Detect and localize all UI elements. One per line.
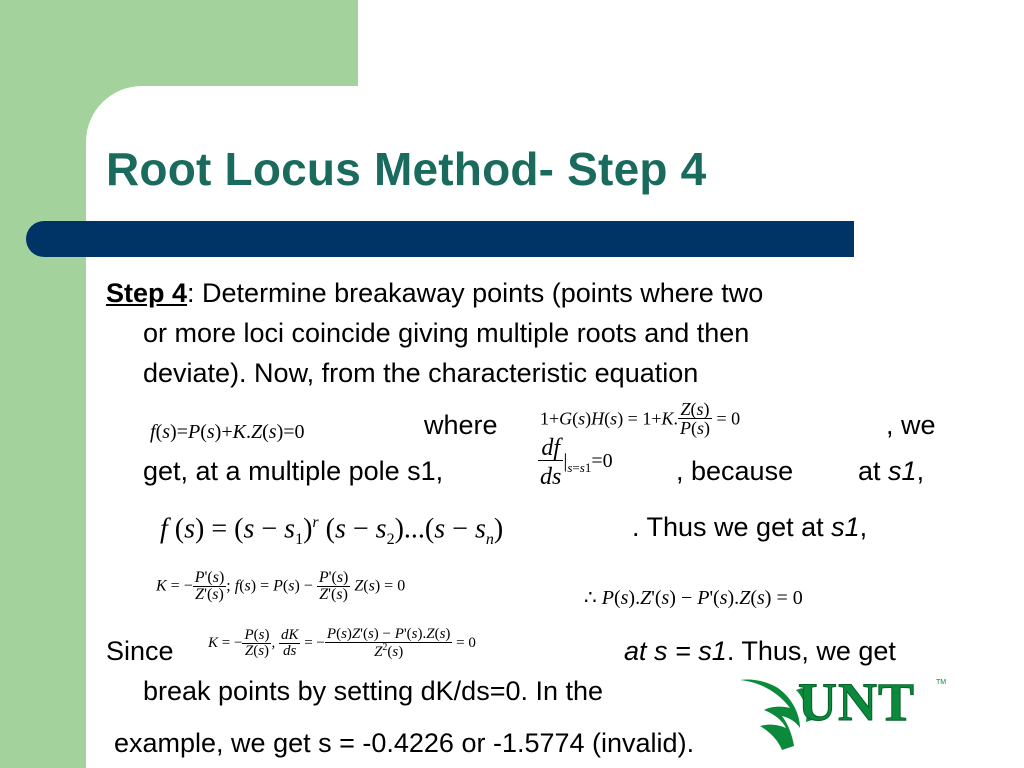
background-green-strip xyxy=(0,0,86,768)
paragraph-line-1 xyxy=(106,278,763,309)
we-text: , we xyxy=(886,410,936,440)
break-points-line: break points by setting dK/ds=0. In the xyxy=(143,676,604,706)
thus-we-get: . Thus, we get xyxy=(726,636,896,666)
unt-logo xyxy=(738,662,950,762)
equation-dk-ds: K = − $\frac{P(s)}{Z(s)}$ , $\frac{dK}{ds}$ = − $\frac{P(s)Z'(s) - P'(s).Z(s)}{Z^2(s)}$ = 0 xyxy=(208,626,476,660)
title-rule xyxy=(26,221,854,257)
thus-comma: , xyxy=(859,512,868,542)
equation-k-and-f: K = − $\frac{P'(s)}{Z'(s)}$ ; f(s) = P(s) − $\frac{P'(s)}{Z'(s)}$ Z(s) = 0 xyxy=(156,569,406,603)
equation-factored: f $(s) = (s - s_1)^r$ $(s - s_2)...(s - s_n)$ xyxy=(160,513,504,548)
trademark-mark: TM xyxy=(936,679,947,686)
paragraph-line-3: deviate). Now, from the characteristic equation xyxy=(143,358,699,388)
paragraph-line-2: or more loci coincide giving multiple roots and then xyxy=(143,318,750,348)
thus-prefix: . Thus we get at xyxy=(632,512,824,542)
at-s-s1-italic: at s = s1 xyxy=(624,636,727,666)
comma: , xyxy=(916,456,925,486)
where-text: where xyxy=(424,410,498,440)
at-s1-text xyxy=(858,456,924,487)
since-text: Since xyxy=(106,636,174,666)
equation-open-loop: 1+G(s)H(s) = 1+K. $\frac{Z(s)}{P(s)}$ = 0 xyxy=(540,399,741,438)
multiple-pole-text: get, at a multiple pole s1, xyxy=(143,456,444,486)
slide-title: Root Locus Method- Step 4 xyxy=(106,143,707,195)
thus-text xyxy=(632,512,867,543)
because-text: , because xyxy=(676,456,794,486)
unt-logo-text: UNT xyxy=(798,672,916,732)
equation-derivative-zero: $\frac{df}{ds}$ $|_{s=s1}=0$ xyxy=(540,435,613,490)
s1-italic: s1 xyxy=(888,456,917,486)
example-line: example, we get s = -0.4226 or -1.5774 (invalid). xyxy=(114,728,695,758)
thus-s1: s1 xyxy=(831,512,860,542)
equation-therefore: ∴ P(s).Z'(s) − P'(s).Z(s) = 0 xyxy=(584,587,803,609)
step-label: Step 4 xyxy=(106,278,188,308)
at-word: at xyxy=(858,456,881,486)
equation-characteristic: f(s)=P(s)+K.Z(s)=0 xyxy=(150,421,305,443)
line1-text: : Determine breakaway points (points where two xyxy=(187,278,764,308)
